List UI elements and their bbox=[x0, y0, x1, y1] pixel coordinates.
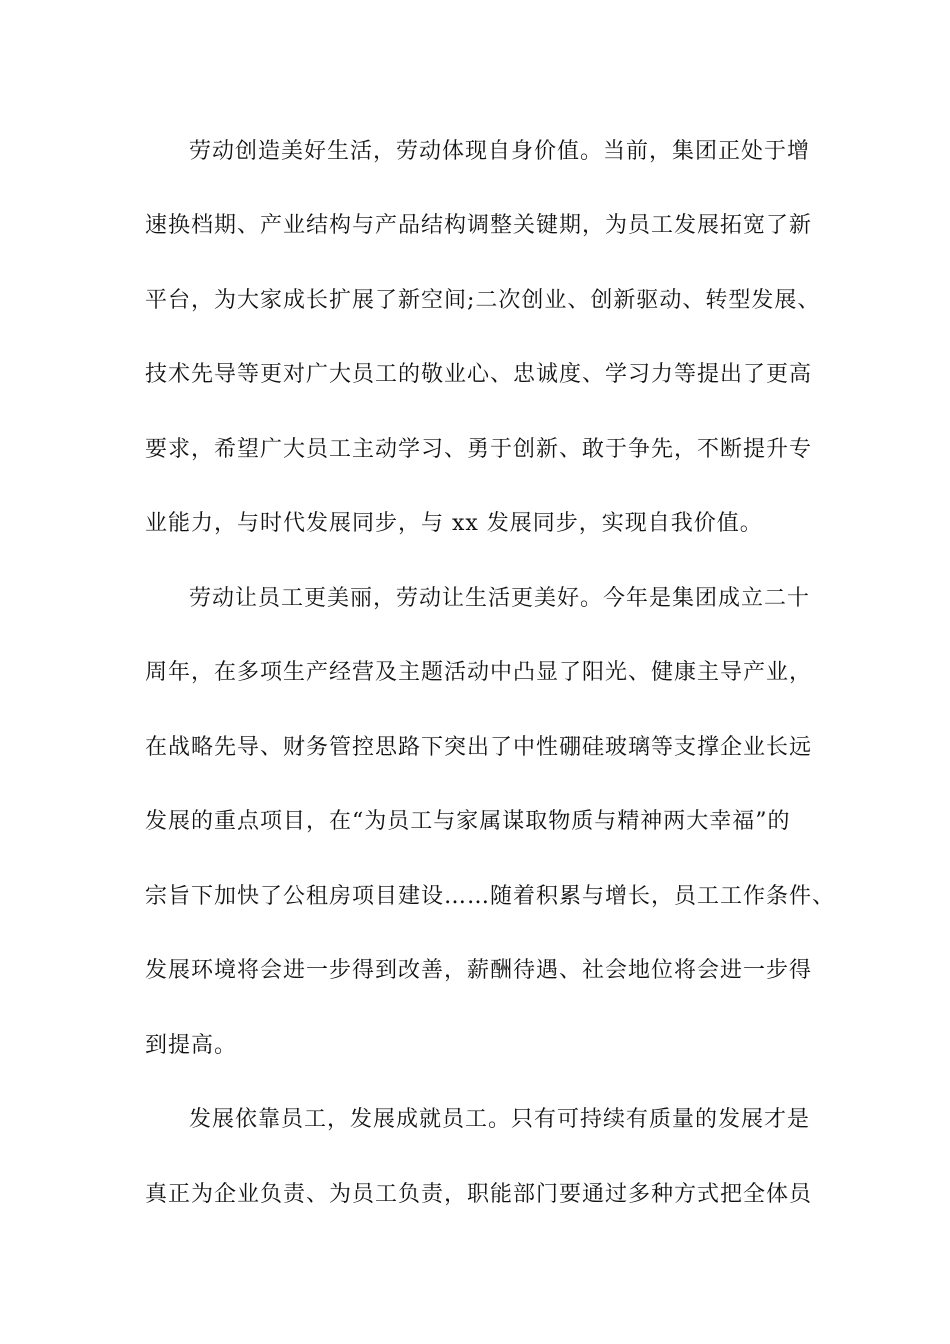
paragraph-1-line-3: 平台，为大家成长扩展了新空间;二次创业、创新驱动、转型发展、 bbox=[145, 288, 821, 313]
paragraph-3-line-2: 真正为企业负责、为员工负责，职能部门要通过多种方式把全体员 bbox=[145, 1182, 813, 1207]
paragraph-1-line-2: 速换档期、产业结构与产品结构调整关键期，为员工发展拓宽了新 bbox=[145, 213, 813, 238]
paragraph-1-line-5: 要求，希望广大员工主动学习、勇于创新、敢于争先，不断提升专 bbox=[145, 437, 813, 462]
paragraph-3-line-1: 发展依靠员工，发展成就员工。只有可持续有质量的发展才是 bbox=[189, 1107, 811, 1132]
paragraph-2-line-7: 到提高。 bbox=[145, 1033, 238, 1058]
paragraph-2-line-2: 周年，在多项生产经营及主题活动中凸显了阳光、健康主导产业， bbox=[145, 660, 813, 685]
paragraph-2-line-6: 发展环境将会进一步得到改善，薪酬待遇、社会地位将会进一步得 bbox=[145, 958, 813, 983]
paragraph-2-line-1: 劳动让员工更美丽，劳动让生活更美好。今年是集团成立二十 bbox=[189, 586, 811, 611]
paragraph-2-line-4: 发展的重点项目，在“为员工与家属谋取物质与精神两大幸福”的 bbox=[145, 809, 791, 834]
paragraph-2-line-5: 宗旨下加快了公租房项目建设……随着积累与增长，员工工作条件、 bbox=[145, 884, 836, 909]
paragraph-1-line-1: 劳动创造美好生活，劳动体现自身价值。当前，集团正处于增 bbox=[189, 139, 811, 164]
paragraph-1-line-4: 技术先导等更对广大员工的敬业心、忠诚度、学习力等提出了更高 bbox=[145, 362, 813, 387]
paragraph-2-line-3: 在战略先导、财务管控思路下突出了中性硼硅玻璃等支撑企业长远 bbox=[145, 735, 813, 760]
paragraph-1-line-6: 业能力，与时代发展同步，与 xx 发展同步，实现自我价值。 bbox=[145, 511, 763, 536]
